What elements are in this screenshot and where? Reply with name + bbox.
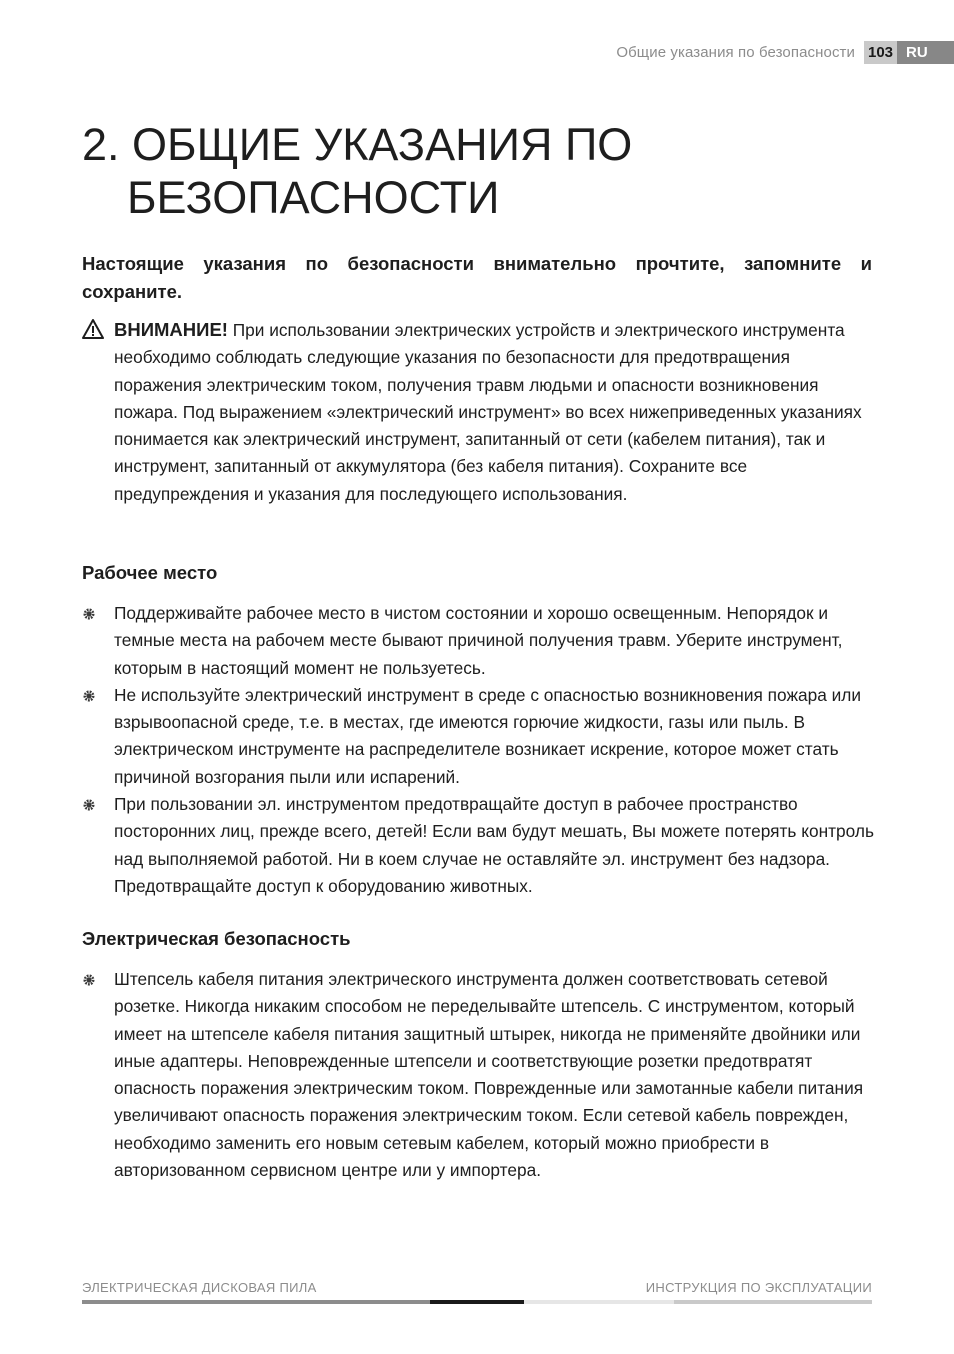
footer-product-name: ЭЛЕКТРИЧЕСКАЯ ДИСКОВАЯ ПИЛА bbox=[82, 1280, 317, 1295]
list-item-text: Не используйте электрический инструмент в среде с опасностью возникновения пожара или взрывоопасной среде, т.е. в местах, где имеются горючие жидкости, газы или пыль. В электрическом инструменте на распределителе возникает искрение, которое может стать причиной возгорания пыли или испарений. bbox=[114, 684, 862, 787]
warning-label: ВНИМАНИЕ! bbox=[114, 319, 228, 340]
warning-triangle-icon bbox=[82, 318, 104, 340]
list-item bbox=[82, 966, 882, 1184]
electrical-safety-list bbox=[82, 966, 882, 1184]
page-title bbox=[82, 118, 882, 224]
page-number: 103 bbox=[864, 41, 897, 64]
page-title-line-2: БЕЗОПАСНОСТИ bbox=[127, 172, 500, 223]
page-title-line-1: 2. ОБЩИЕ УКАЗАНИЯ ПО bbox=[82, 119, 633, 170]
warning-body bbox=[114, 316, 882, 508]
list-item bbox=[82, 791, 882, 900]
intro-text: Настоящие указания по безопасности внимательно прочтите, запомните и сохраните. bbox=[82, 253, 872, 302]
list-item-text: При пользовании эл. инструментом предотвращайте доступ в рабочее пространство посторонних лиц, прежде всего, детей! Если вам будут мешать, Вы можете потерять контроль над выполняемой работой. Ни в коем случае не оставляйте эл. инструмент без надзора. Предотвращайте доступ к оборудованию животных. bbox=[114, 794, 874, 896]
list-item bbox=[82, 682, 882, 791]
gear-bullet-icon bbox=[82, 689, 96, 703]
language-badge: RU bbox=[897, 41, 954, 64]
list-item-text: Штепсель кабеля питания электрического инструмента должен соответствовать сетевой розетке. Никогда никаким способом не переделывайте штепсель. С инструментом, который имеет на штепселе кабеля питания защитный штырек, никогда не применяйте двойники или иные адаптеры. Неповрежденные штепсели и соответствующие розетки предотвратят опасность поражения электрическим током. Поврежденные или замотанные кабели питания увеличивают опасность поражения электрическим током. Если сетевой кабель поврежден, необходимо заменить его новым сетевым кабелем, который можно приобрести в авторизованном сервисном центре или у импортера. bbox=[114, 969, 864, 1181]
gear-bullet-icon bbox=[82, 798, 96, 812]
warning-block bbox=[82, 316, 882, 508]
warning-text: При использовании электрических устройств и электрического инструмента необходимо соблюдать следующие указания по безопасности для предотвращения поражения электрическим током, получения травм людьми и опасности возникновения пожара. Под выражением «электрический инструмент» во всех нижеприведенных указаниях понимается как электрический инструмент, запитанный от сети (кабелем питания), так и инструмент, запитанный от аккумулятора (без кабеля питания). Сохраните все предупреждения и указания для последующего использования. bbox=[114, 320, 862, 504]
section-heading-workplace: Рабочее место bbox=[82, 562, 218, 583]
footer-rule bbox=[82, 1300, 872, 1304]
section-heading-electrical-safety: Электрическая безопасность bbox=[82, 928, 351, 949]
list-item bbox=[82, 600, 882, 682]
workplace-list bbox=[82, 600, 882, 900]
list-item-text: Поддерживайте рабочее место в чистом состоянии и хорошо освещенным. Непорядок и темные места на рабочем месте бывают причиной получения травм. Уберите инструмент, которым в настоящий момент не пользуетесь. bbox=[114, 603, 843, 678]
header-section-title: Общие указания по безопасности bbox=[616, 44, 855, 61]
gear-bullet-icon bbox=[82, 607, 96, 621]
footer-document-type: ИНСТРУКЦИЯ ПО ЭКСПЛУАТАЦИИ bbox=[645, 1280, 872, 1295]
gear-bullet-icon bbox=[82, 973, 96, 987]
